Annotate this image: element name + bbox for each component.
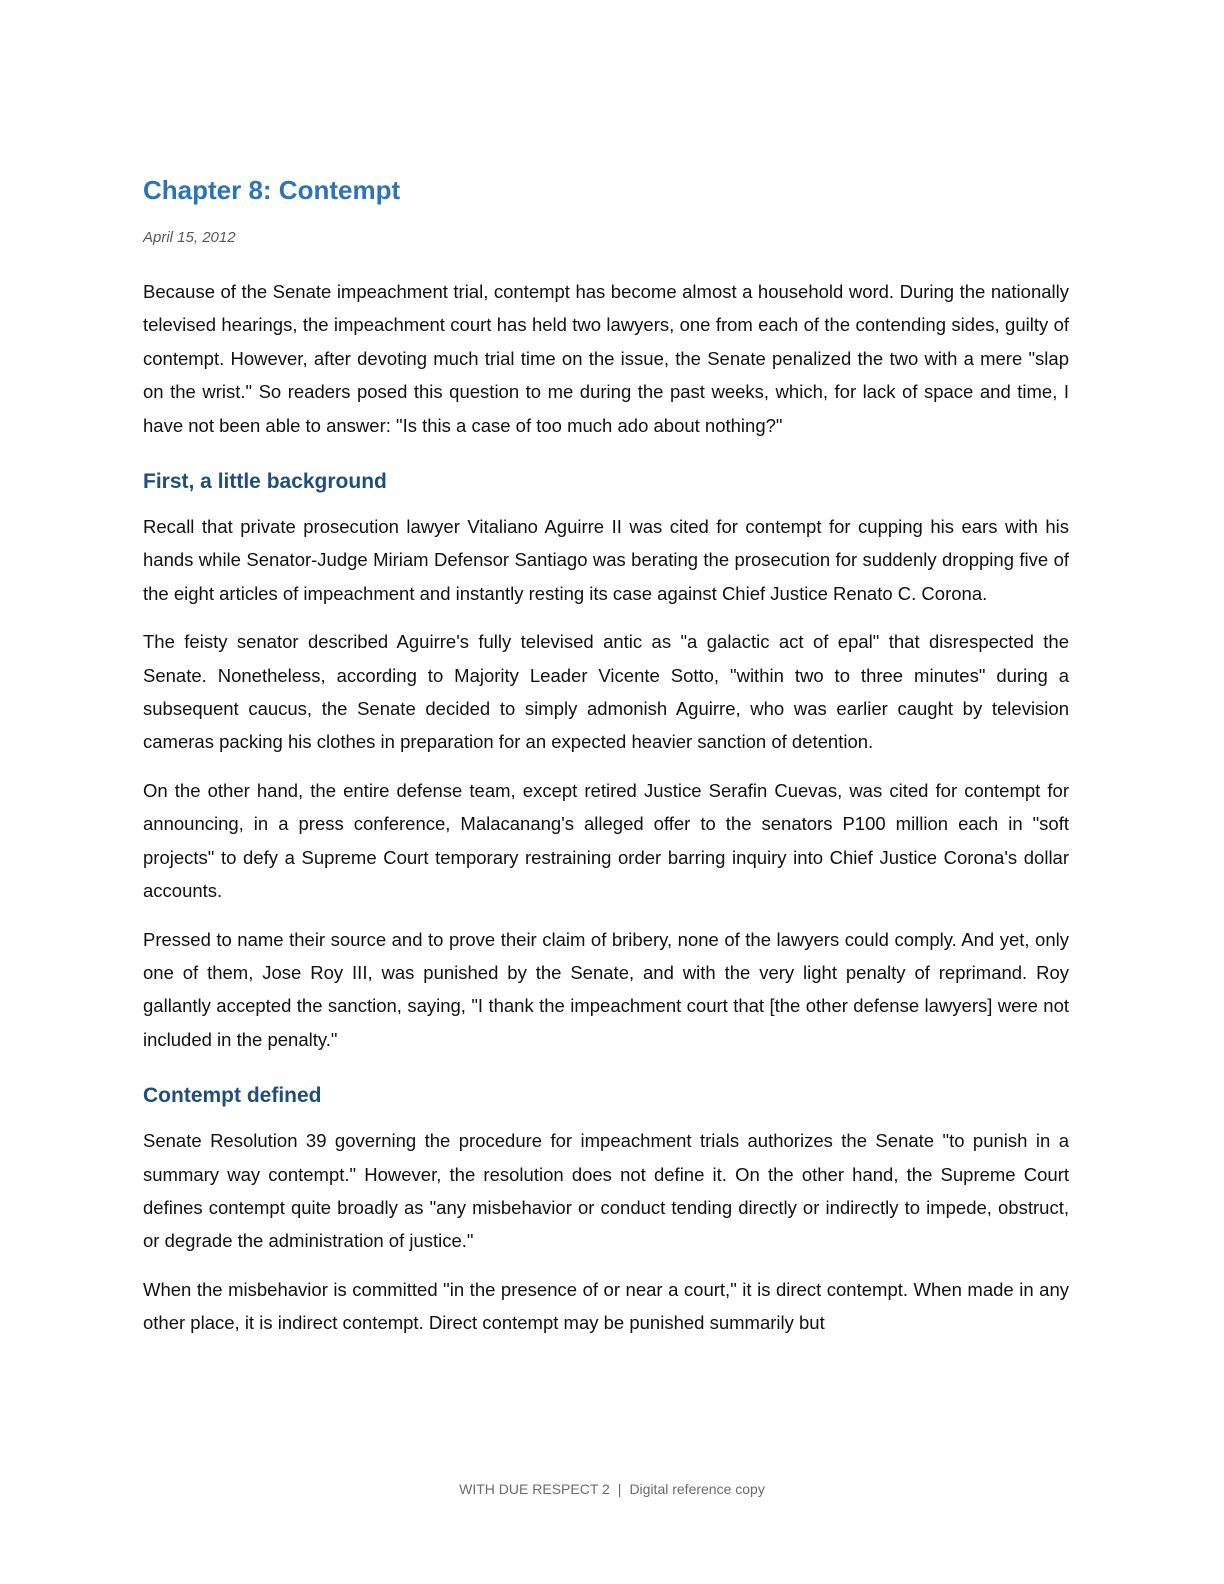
section-heading-contempt-defined: Contempt defined: [143, 1084, 322, 1108]
body-paragraph: Pressed to name their source and to prove their claim of bribery, none of the lawyers could comply. And yet, only one of them, Jose Roy III, was punished by the Senate, and with the very light penalty of reprimand. Roy gallantly accepted the sanction, saying, "I thank the impeachment court that [the other defense lawyers] were not included in the penalty.": [143, 928, 1069, 1050]
body-paragraph: Recall that private prosecution lawyer Vitaliano Aguirre II was cited for contempt for cupping his ears with his hands while Senator-Judge Miriam Defensor Santiago was berating the prosecution for suddenly dropping five of the eight articles of impeachment and instantly resting its case against Chief Justice Renato C. Corona.: [143, 516, 1069, 604]
chapter-title: Chapter 8: Contempt: [143, 175, 401, 205]
footer-separator: |: [617, 1481, 622, 1497]
page-footer: [0, 1479, 1224, 1499]
body-paragraph: Senate Resolution 39 governing the procedure for impeachment trials authorizes the Senate "to punish in a summary way contempt." However, the resolution does not define it. On the other hand, the Supreme Court defines contempt quite broadly as "any misbehavior or conduct tending directly or indirectly to impede, obstruct, or degrade the administration of justice.": [143, 1130, 1069, 1252]
section-heading-background: First, a little background: [143, 470, 387, 494]
body-paragraph: On the other hand, the entire defense team, except retired Justice Serafin Cuevas, was cited for contempt for announcing, in a press conference, Malacanang's alleged offer to the senators P100 million each in "soft projects" to defy a Supreme Court temporary restraining order barring inquiry into Chief Justice Corona's dollar accounts.: [143, 779, 1069, 902]
intro-paragraph: Because of the Senate impeachment trial, contempt has become almost a household word. During the nationally televised hearings, the impeachment court has held two lawyers, one from each of the contending sides, guilty of contempt. However, after devoting much trial time on the issue, the Senate penalized the two with a mere "slap on the wrist." So readers posed this question to me during the past weeks, which, for lack of space and time, I have not been able to answer: "Is this a case of too much ado about nothing?": [143, 281, 1069, 436]
document-page: [143, 172, 1069, 1340]
body-paragraph: The feisty senator described Aguirre's fully televised antic as "a galactic act of epal" that disrespected the Senate. Nonetheless, according to Majority Leader Vicente Sotto, "within two to three minutes" during a subsequent caucus, the Senate decided to simply admonish Aguirre, who was earlier caught by television cameras packing his clothes in preparation for an expected heavier sanction of detention.: [143, 631, 1069, 753]
chapter-date: April 15, 2012: [143, 229, 236, 246]
body-paragraph: When the misbehavior is committed "in the presence of or near a court," it is direct contempt. When made in any other place, it is indirect contempt. Direct contempt may be punished summarily but: [143, 1278, 1069, 1334]
footer-copy-note: Digital reference copy: [629, 1481, 765, 1497]
footer-book-title: WITH DUE RESPECT 2: [459, 1481, 610, 1497]
